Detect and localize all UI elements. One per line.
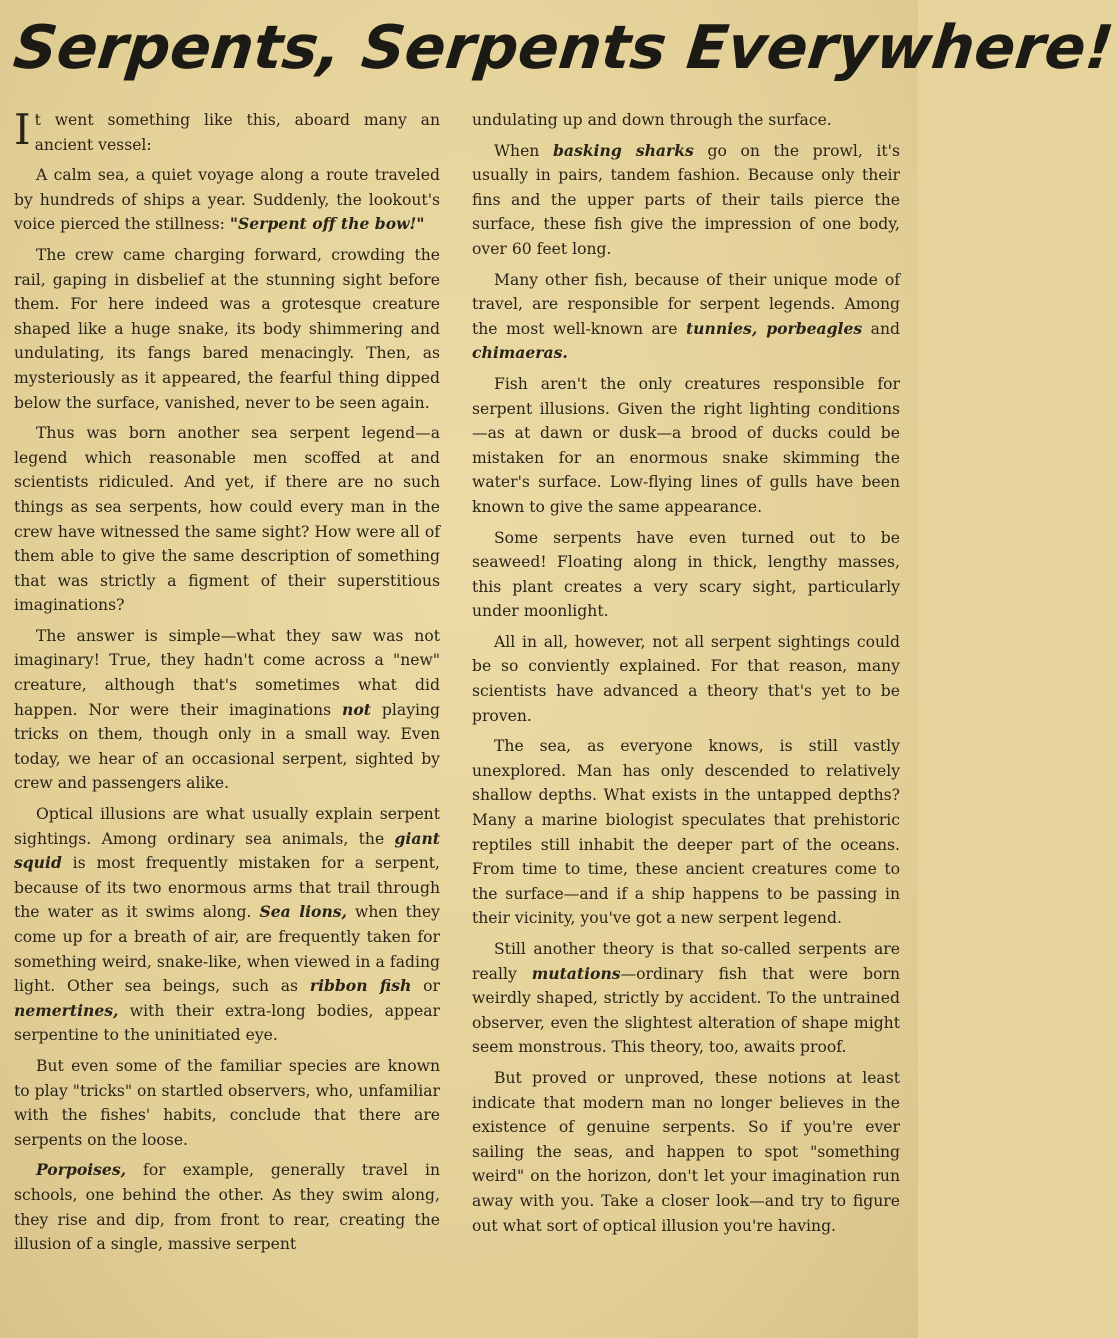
paragraph-text: and [862, 319, 900, 338]
emphasis-text: Sea lions, [259, 902, 347, 922]
paragraph-text: All in all, however, not all serpent sightings could be so conviently explained. For that reason, many scientists have advanced a theory that's yet to be proven. [472, 632, 900, 725]
emphasis-text: chimaeras. [472, 343, 568, 363]
paragraph-text: go on the prowl, it's usually in pairs, tandem fashion. Because only their fins and the upper parts of their tails pierce the surface, these fish give the impression of one body, over 60 feet long. [472, 141, 900, 258]
paragraph [472, 372, 900, 520]
paragraph [14, 163, 440, 237]
emphasis-text: tunnies, porbeagles [685, 318, 863, 338]
paragraph-text: when they come up for a breath of air, are frequently taken for something weird, snake-like, when viewed in a fading light. Other sea beings, such as [14, 903, 440, 996]
paragraph-text: The crew came charging forward, crowding the rail, gaping in disbelief at the stunning sight before them. For here indeed was a grotesque creature shaped like a huge snake, its body shimmering and undulating, its fangs bared menacingly. Then, as mysteriously as it appeared, the fearful thing dipped below the surface, vanished, never to be seen again. [14, 245, 440, 412]
paragraph-text: When [494, 141, 553, 160]
paragraph [472, 937, 900, 1060]
paragraph [14, 1054, 440, 1152]
paragraph-text: Fish aren't the only creatures responsible for serpent illusions. Given the right lighting conditions—as at dawn or dusk—a brood of ducks could be mistaken for an enormous snake skimming the water's surface. Low-flying lines of gulls have been known to give the same appearance. [472, 374, 900, 516]
paragraph-text: A calm sea, a quiet voyage along a route traveled by hundreds of ships a year. Suddenly, the lookout's voice pierced the stillness: [14, 166, 440, 234]
paragraph [14, 421, 440, 618]
paragraph [472, 1066, 900, 1238]
left-column [14, 105, 441, 1263]
paragraph-text: The sea, as everyone knows, is still vastly unexplored. Man has only descended to relatively shallow depths. What exists in the untapped depths? Many a marine biologist speculates that prehistoric reptiles still inhabit the deeper part of the oceans. From time to time, these ancient creatures come to the surface—and if a ship happens to be passing in their vicinity, you've got a new serpent legend. [472, 737, 900, 928]
paragraph-text: Optical illusions are what usually explain serpent sightings. Among ordinary sea animals, the [14, 805, 440, 848]
paragraph-text: for example, generally travel in schools, one behind the other. As they swim along, they rise and dip, from front to rear, creating the illusion of a single, massive serpent [14, 1161, 440, 1254]
paragraph [472, 108, 900, 133]
paragraph-text: —ordinary fish that were born weirdly shaped, strictly by accident. To the untrained observer, even the slightest alteration of shape might seem monstrous. This theory, too, awaits proof. [472, 964, 900, 1057]
paragraph-text: or [411, 977, 440, 996]
emphasis-text: ribbon fish [309, 976, 412, 996]
paragraph [14, 802, 440, 1048]
drop-cap: I [14, 105, 31, 154]
paragraph-text: Some serpents have even turned out to be seaweed! Floating along in thick, lengthy masses, this plant creates a very scary sight, particularly under moonlight. [472, 528, 900, 621]
emphasis-text: "Serpent off the bow!" [229, 214, 425, 234]
paragraph-text: undulating up and down through the surface. [472, 111, 832, 129]
emphasis-text: basking sharks [552, 140, 694, 160]
paragraph-text: t went something like this, aboard many an ancient vessel: [34, 111, 440, 154]
paragraph-text: The answer is simple—what they saw was not imaginary! True, they hadn't come across a "new" creature, although that's sometimes what did happen. Nor were their imaginations [14, 626, 440, 719]
paragraph [472, 734, 900, 931]
paragraph [14, 1158, 440, 1256]
emphasis-text: mutations [531, 963, 621, 983]
paragraph-text: Thus was born another sea serpent legend—a legend which reasonable men scoffed at and scientists ridiculed. And yet, if there are no such things as sea serpents, how could every man in the crew have witnessed the same sight? How were all of them able to give the same description of something that was strictly a figment of their superstitious imaginations? [14, 424, 440, 615]
paragraph-text: with their extra-long bodies, appear serpentine to the uninitiated eye. [14, 1001, 440, 1045]
paragraph-text: But even some of the familiar species are known to play "tricks" on startled observers, who, unfamiliar with the fishes' habits, conclude that there are serpents on the loose. [14, 1056, 440, 1149]
emphasis-text: giant squid [14, 828, 440, 873]
paragraph [14, 243, 440, 415]
paragraph-text: playing tricks on them, though only in a small way. Even today, we hear of an occasional serpent, sighted by crew and passengers alike. [14, 700, 441, 793]
right-column [472, 108, 900, 1244]
paragraph-text: Still another theory is that so-called serpents are really [472, 940, 900, 983]
paragraph-text: is most frequently mistaken for a serpent, because of its two enormous arms that trail through the water as it swims along. [14, 854, 440, 922]
paragraph [14, 105, 440, 157]
paragraph [472, 268, 900, 366]
emphasis-text: not [342, 699, 371, 719]
paragraph [472, 139, 900, 262]
paragraph-text: Many other fish, because of their unique mode of travel, are responsible for serpent legends. Among the most well-known are [472, 270, 900, 338]
emphasis-text: nemertines, [14, 1000, 119, 1020]
paragraph [472, 630, 900, 728]
emphasis-text: Porpoises, [36, 1160, 127, 1180]
paragraph-text: But proved or unproved, these notions at least indicate that modern man no longer believes in the existence of genuine serpents. So if you're ever sailing the seas, and happen to spot "something weird" on the horizon, don't let your imagination run away with you. Take a closer look—and try to figure out what sort of optical illusion you're having. [472, 1068, 900, 1235]
paragraph [472, 526, 900, 624]
page-title: Serpents, Serpents Everywhere! [10, 13, 1117, 83]
paragraph [14, 624, 440, 796]
